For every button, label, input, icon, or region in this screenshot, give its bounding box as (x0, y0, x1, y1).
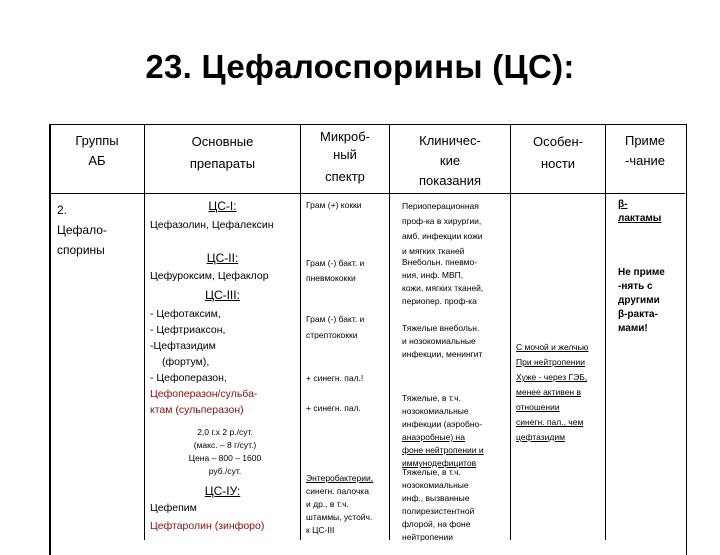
gen4-label: ЦС-IУ: (204, 484, 241, 498)
group-name: спорины (57, 243, 105, 257)
spectrum-gen3: Грам (-) бакт. и стрептококки (306, 314, 365, 340)
clinical-gen3: Тяжелые внебольн. и нозокомиальные инфекции, менингит (402, 323, 483, 359)
header-spectrum: Микроб- ный спектр (319, 129, 370, 184)
dosage-note: 2,0 г.х 2 р./сут. (макс. – 8 г/сут.) Цена – 800 – 1600 руб./сут. (188, 427, 262, 476)
usage-warning: Не приме -нять с другими β-ракта- мами! (618, 267, 665, 334)
gen3-label: ЦС-III: (205, 288, 240, 302)
gen2-drugs: Цефуроксим, Цефаклор (150, 270, 269, 282)
spectrum-cefoperazone: + синегн. пал. (306, 403, 361, 413)
spectrum-gen4: Энтеробактерии, синегн. палочка и др., в т.ч. штаммы, устойч. к ЦС-III (306, 473, 374, 535)
gen2-label: ЦС-II: (206, 251, 239, 265)
spectrum-gen1: Грам (+) кокки (306, 200, 362, 210)
gen3-drugs: - Цефотаксим, - Цефтриаксон, -Цефтазидим (фортум), - Цефоперазон, Цефоперазон/сульба- ктам (сульперазон) (150, 308, 258, 416)
header-clinical: Клиничес- кие показания (419, 133, 481, 188)
header-groups: Группы АБ (75, 133, 119, 168)
clinical-cefoperazone: Тяжелые, в т.ч. нозокомиальные инфекции (аэробно- анаэробные) на фоне нейтропении и иммунодефицитов (402, 393, 484, 468)
gen1-drugs: Цефазолин, Цефалексин (150, 219, 274, 231)
gen5-drugs: Цефтаролин (зинфоро) (150, 520, 265, 532)
clinical-gen4: Тяжелые, в т.ч. нозокомиальные инф., вызванные полирезистентной флорой, на фоне нейтропении (402, 467, 475, 542)
spectrum-ceftazidime: + синегн. пал.! (306, 373, 364, 383)
header-features: Особен- ности (532, 134, 584, 171)
usage-beta-lactams: β- лактамы (618, 199, 662, 224)
group-cell (57, 200, 107, 260)
gen1-label: ЦС-I: (208, 199, 237, 213)
column-divider (510, 124, 511, 540)
group-name: Цефало- (57, 223, 107, 237)
spectrum-gen2: Грам (-) бакт. и пневмококки (306, 258, 365, 283)
group-number: 2. (57, 203, 68, 217)
clinical-gen1: Периоперационная проф-ка в хирургии, амб. инфекции кожи и мягких тканей (402, 201, 483, 256)
clinical-gen2: Внебольн. пневмо- ния, инф. МВП, кожи, мягких тканей, периопер. проф-ка (402, 257, 484, 306)
header-drugs: Основные препараты (189, 134, 256, 171)
features-note: С мочой и желчью При нейтропении Хуже - через ГЭБ, менее активен в отношении синегн. пал., чем цефтазидим (516, 342, 589, 442)
header-usage: Приме -чание (624, 133, 665, 168)
column-divider (300, 124, 301, 540)
column-divider (605, 124, 606, 540)
gen4-drugs: Цефепим (150, 502, 197, 514)
column-divider (144, 124, 145, 540)
slide-title: 23. Цефалоспорины (ЦС): (145, 48, 575, 85)
header-divider (49, 193, 685, 194)
